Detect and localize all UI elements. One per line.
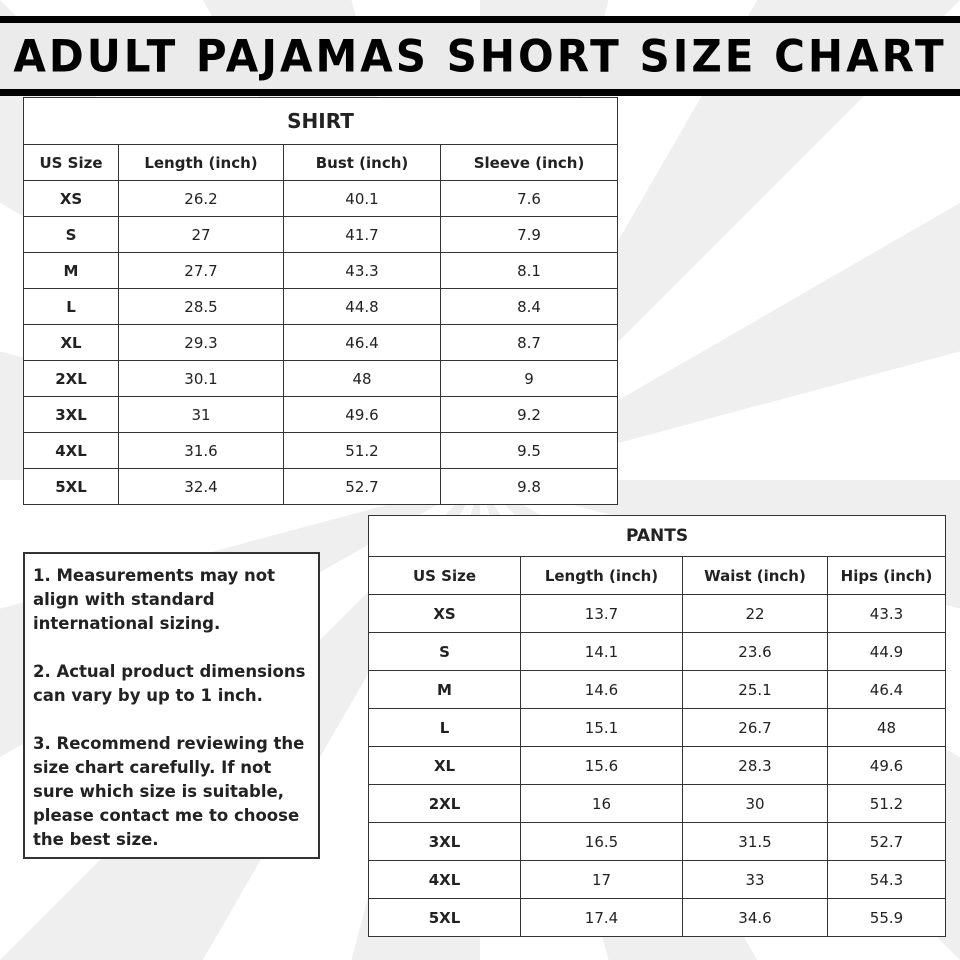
measurement-cell: 9.2 (441, 397, 618, 433)
table-row (369, 861, 946, 899)
measurement-cell: 51.2 (284, 433, 441, 469)
measurement-cell: 46.4 (284, 325, 441, 361)
note-3: 3. Recommend reviewing the size chart carefully. If not sure which size is suitable, please contact me to choose the best size. (33, 734, 305, 849)
measurement-cell: 14.6 (521, 671, 683, 709)
title-banner (0, 16, 960, 96)
measurement-cell: 28.3 (683, 747, 828, 785)
size-label-cell: XL (24, 325, 119, 361)
measurement-cell: 26.7 (683, 709, 828, 747)
column-header: Waist (inch) (683, 557, 828, 595)
measurement-cell: 31.5 (683, 823, 828, 861)
measurement-cell: 25.1 (683, 671, 828, 709)
measurement-cell: 43.3 (284, 253, 441, 289)
measurement-cell: 8.4 (441, 289, 618, 325)
measurement-cell: 27 (119, 217, 284, 253)
size-label-cell: XS (24, 181, 119, 217)
measurement-cell: 16 (521, 785, 683, 823)
size-label-cell: 2XL (24, 361, 119, 397)
size-label-cell: 4XL (24, 433, 119, 469)
measurement-cell: 15.6 (521, 747, 683, 785)
measurement-cell: 40.1 (284, 181, 441, 217)
measurement-cell: 41.7 (284, 217, 441, 253)
measurement-cell: 9.8 (441, 469, 618, 505)
pants-table-caption: PANTS (369, 516, 946, 557)
measurement-cell: 7.9 (441, 217, 618, 253)
measurement-cell: 7.6 (441, 181, 618, 217)
measurement-cell: 48 (828, 709, 946, 747)
table-row (369, 823, 946, 861)
size-label-cell: S (24, 217, 119, 253)
measurement-cell: 9 (441, 361, 618, 397)
size-label-cell: 3XL (24, 397, 119, 433)
table-row (24, 289, 618, 325)
shirt-table-caption: SHIRT (24, 98, 618, 145)
table-row (369, 709, 946, 747)
table-row (24, 397, 618, 433)
shirt-size-table (23, 97, 618, 505)
measurement-cell: 49.6 (284, 397, 441, 433)
measurement-cell: 33 (683, 861, 828, 899)
measurement-cell: 43.3 (828, 595, 946, 633)
measurement-cell: 8.7 (441, 325, 618, 361)
measurement-cell: 44.9 (828, 633, 946, 671)
size-label-cell: L (369, 709, 521, 747)
size-label-cell: 5XL (369, 899, 521, 937)
size-label-cell: XL (369, 747, 521, 785)
note-2: 2. Actual product dimensions can vary by up to 1 inch. (33, 662, 306, 705)
column-header: US Size (24, 145, 119, 181)
measurement-cell: 17.4 (521, 899, 683, 937)
size-label-cell: 2XL (369, 785, 521, 823)
table-row (24, 433, 618, 469)
size-label-cell: L (24, 289, 119, 325)
measurement-cell: 32.4 (119, 469, 284, 505)
pants-size-table (368, 515, 946, 937)
size-label-cell: S (369, 633, 521, 671)
notes-box (23, 552, 320, 859)
table-row (24, 253, 618, 289)
measurement-cell: 34.6 (683, 899, 828, 937)
measurement-cell: 17 (521, 861, 683, 899)
measurement-cell: 54.3 (828, 861, 946, 899)
column-header: US Size (369, 557, 521, 595)
measurement-cell: 30.1 (119, 361, 284, 397)
measurement-cell: 55.9 (828, 899, 946, 937)
measurement-cell: 13.7 (521, 595, 683, 633)
measurement-cell: 51.2 (828, 785, 946, 823)
size-label-cell: XS (369, 595, 521, 633)
measurement-cell: 8.1 (441, 253, 618, 289)
table-row (24, 217, 618, 253)
table-row (369, 899, 946, 937)
column-header: Length (inch) (119, 145, 284, 181)
column-header: Sleeve (inch) (441, 145, 618, 181)
measurement-cell: 14.1 (521, 633, 683, 671)
size-label-cell: M (369, 671, 521, 709)
measurement-cell: 23.6 (683, 633, 828, 671)
measurement-cell: 31 (119, 397, 284, 433)
measurement-cell: 46.4 (828, 671, 946, 709)
table-row (24, 181, 618, 217)
measurement-cell: 28.5 (119, 289, 284, 325)
measurement-cell: 22 (683, 595, 828, 633)
measurement-cell: 49.6 (828, 747, 946, 785)
measurement-cell: 31.6 (119, 433, 284, 469)
table-row (369, 671, 946, 709)
table-row (24, 325, 618, 361)
page-title: ADULT PAJAMAS SHORT SIZE CHART (13, 30, 947, 82)
measurement-cell: 16.5 (521, 823, 683, 861)
measurement-cell: 52.7 (828, 823, 946, 861)
measurement-cell: 48 (284, 361, 441, 397)
table-row (369, 595, 946, 633)
table-row (369, 633, 946, 671)
table-row (369, 785, 946, 823)
table-row (24, 469, 618, 505)
size-label-cell: 5XL (24, 469, 119, 505)
table-row (369, 747, 946, 785)
measurement-cell: 52.7 (284, 469, 441, 505)
measurement-cell: 9.5 (441, 433, 618, 469)
measurement-cell: 44.8 (284, 289, 441, 325)
column-header: Length (inch) (521, 557, 683, 595)
column-header: Bust (inch) (284, 145, 441, 181)
measurement-cell: 27.7 (119, 253, 284, 289)
size-label-cell: 3XL (369, 823, 521, 861)
measurement-cell: 30 (683, 785, 828, 823)
column-header: Hips (inch) (828, 557, 946, 595)
measurement-cell: 15.1 (521, 709, 683, 747)
size-label-cell: 4XL (369, 861, 521, 899)
note-1: 1. Measurements may not align with standard international sizing. (33, 566, 276, 633)
size-label-cell: M (24, 253, 119, 289)
measurement-cell: 26.2 (119, 181, 284, 217)
measurement-cell: 29.3 (119, 325, 284, 361)
table-row (24, 361, 618, 397)
